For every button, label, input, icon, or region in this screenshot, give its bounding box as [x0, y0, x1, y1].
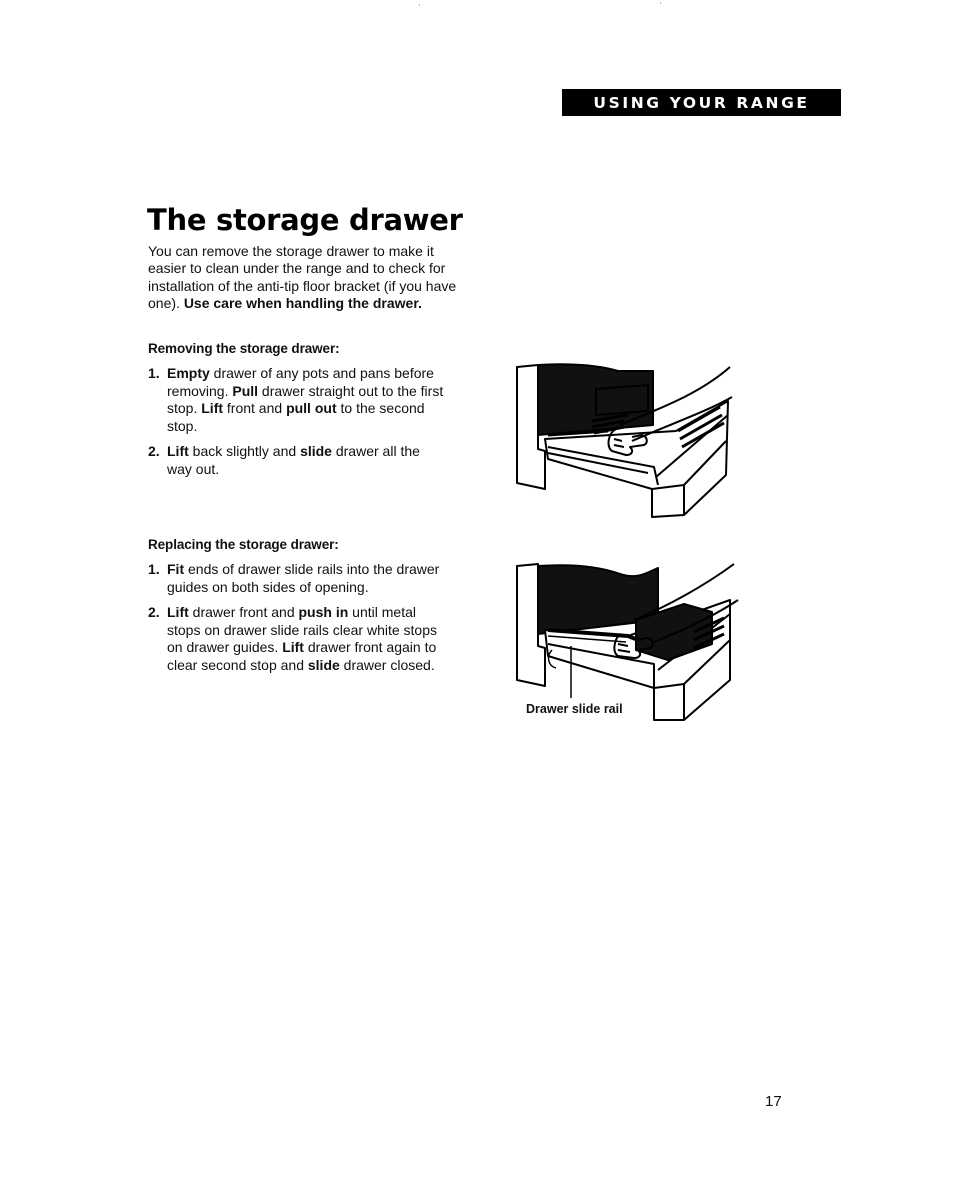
- replacing-steps: [148, 561, 448, 683]
- step-text: drawer front and: [188, 604, 299, 621]
- step-keyword: push in: [298, 604, 349, 621]
- scan-mark: [660, 2, 661, 4]
- removing-heading: Removing the storage drawer:: [148, 341, 340, 356]
- removing-drawer-illustration: [508, 355, 738, 525]
- step-text: back slightly and: [188, 443, 301, 460]
- replacing-drawer-illustration: [508, 560, 740, 725]
- step-text: drawer front again to clear second stop and: [167, 639, 437, 673]
- removing-step-2: [148, 443, 448, 478]
- scan-mark: [419, 4, 420, 6]
- step-text: drawer straight out to the first stop.: [167, 382, 444, 417]
- step-text: drawer all the way out.: [167, 443, 420, 477]
- step-keyword: Lift: [167, 443, 189, 460]
- section-header-banner: USING YOUR RANGE: [562, 89, 841, 116]
- step-number: 1.: [148, 365, 160, 381]
- intro-caution: Use care when handling the drawer.: [183, 295, 422, 312]
- figure-caption: Drawer slide rail: [526, 702, 623, 716]
- step-keyword: Pull: [232, 382, 259, 399]
- step-keyword: Lift: [201, 400, 224, 417]
- intro-text: You can remove the storage drawer to make it easier to clean under the range and to check for installation of the anti-tip floor bracket (if you have one).: [148, 243, 457, 312]
- step-text: until metal stops on drawer slide rails clear white stops on drawer guides.: [167, 604, 438, 656]
- step-keyword: Lift: [167, 604, 189, 621]
- step-keyword: Lift: [282, 639, 304, 656]
- intro-paragraph: [148, 243, 458, 313]
- step-keyword: slide: [307, 656, 340, 673]
- removing-step-1: [148, 365, 448, 435]
- step-number: 2.: [148, 604, 160, 621]
- step-number: 1.: [148, 561, 160, 577]
- page-title: The storage drawer: [147, 203, 463, 237]
- step-text: drawer closed.: [339, 656, 435, 673]
- step-keyword: Empty: [167, 365, 210, 381]
- replacing-step-1: [148, 561, 448, 596]
- step-number: 2.: [148, 443, 160, 460]
- step-keyword: slide: [300, 443, 332, 460]
- step-keyword: pull out: [286, 400, 337, 417]
- step-text: to the second stop.: [167, 400, 425, 434]
- removing-steps: [148, 365, 448, 487]
- step-keyword: Fit: [167, 561, 185, 577]
- page-number: 17: [765, 1093, 782, 1110]
- step-text: ends of drawer slide rails into the drawer guides on both sides of opening.: [167, 561, 440, 595]
- step-text: drawer of any pots and pans before removing.: [167, 365, 434, 399]
- replacing-heading: Replacing the storage drawer:: [148, 537, 339, 552]
- step-text: front and: [223, 400, 287, 417]
- replacing-step-2: [148, 604, 448, 674]
